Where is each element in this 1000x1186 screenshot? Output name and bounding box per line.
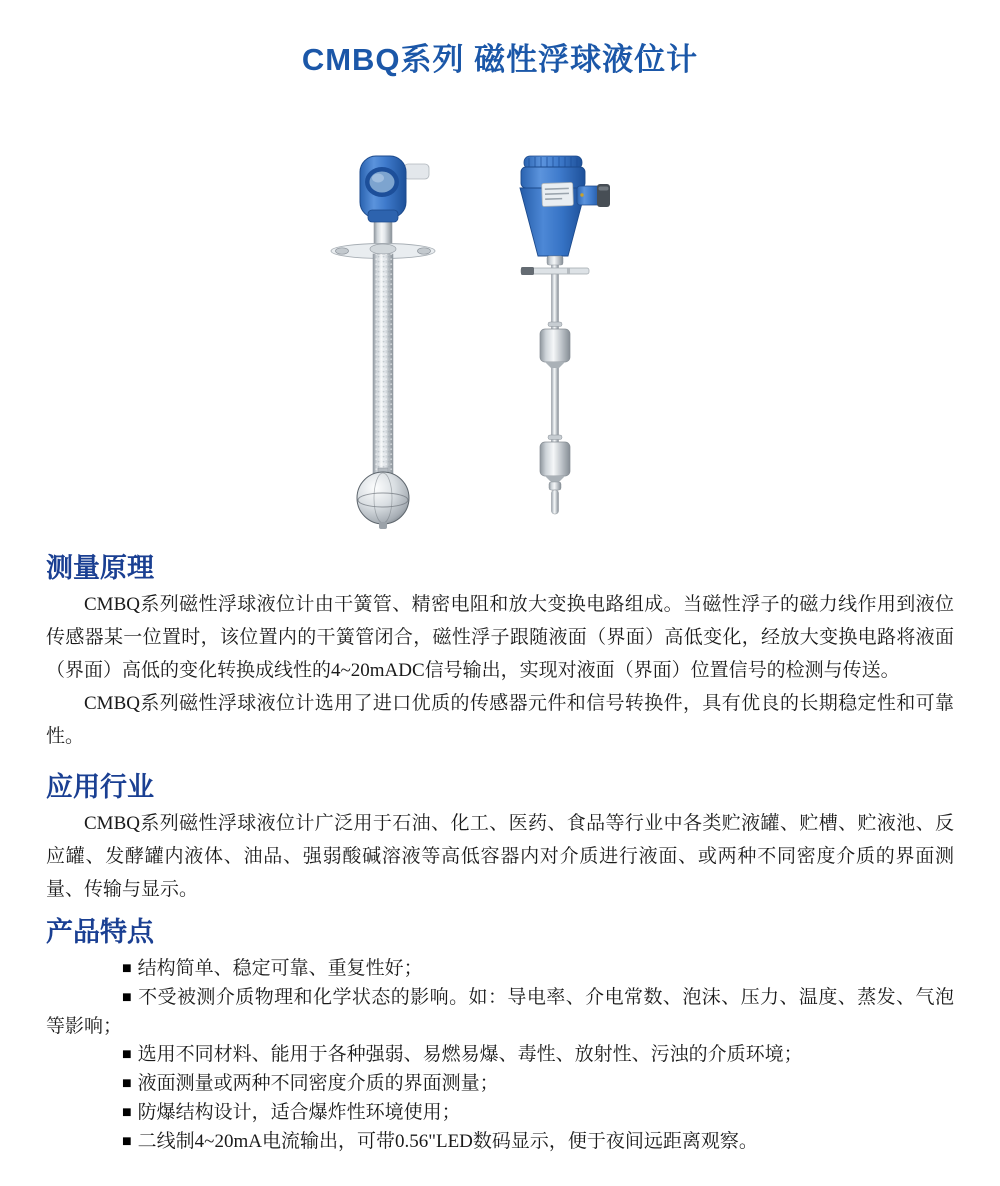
bullet-square-icon: ■ [122, 1104, 132, 1121]
transmitter-head [520, 156, 610, 265]
bullet-square-icon: ■ [122, 1133, 132, 1150]
feature-text: 不受被测介质物理和化学状态的影响。如：导电率、介电常数、泡沫、压力、温度、蒸发、气泡等影响； [46, 987, 954, 1037]
ball-float [357, 468, 409, 529]
lower-float [540, 435, 570, 482]
level-gauge-twin-float-image [507, 150, 617, 520]
feature-text: 防爆结构设计，适合爆炸性环境使用； [137, 1102, 461, 1123]
section-heading-application-industries: 应用行业 [46, 772, 154, 802]
feature-item [46, 984, 954, 1041]
guide-tube [373, 254, 393, 474]
feature-item [46, 1070, 954, 1099]
product-images [330, 142, 1000, 534]
section-measurement-principle [46, 552, 954, 753]
rod-tip [549, 482, 561, 514]
document-body [46, 552, 954, 1157]
feature-item [46, 1041, 954, 1070]
transmitter-head [360, 156, 429, 250]
feature-text: 选用不同材料、能用于各种强弱、易燃易爆、毒性、放射性、污浊的介质环境； [137, 1044, 803, 1065]
bullet-square-icon: ■ [122, 960, 132, 977]
feature-text: 二线制4~20mA电流输出，可带0.56"LED数码显示，便于夜间远距离观察。 [137, 1131, 758, 1152]
feature-item [46, 1099, 954, 1128]
level-gauge-ball-float-image [330, 148, 445, 533]
section-application-industries [46, 771, 954, 906]
bullet-square-icon: ■ [122, 1075, 132, 1092]
bullet-square-icon: ■ [122, 989, 132, 1006]
page-title: CMBQ系列 磁性浮球液位计 [301, 42, 699, 77]
section-product-features [46, 916, 954, 1157]
section-heading-measurement-principle: 测量原理 [46, 553, 154, 583]
upper-float [540, 322, 570, 368]
feature-text: 液面测量或两种不同密度介质的界面测量； [137, 1073, 499, 1094]
feature-text: 结构简单、稳定可靠、重复性好； [137, 958, 423, 979]
applications-paragraph: CMBQ系列磁性浮球液位计广泛用于石油、化工、医药、食品等行业中各类贮液罐、贮槽、贮液池、反应罐、发酵罐内液体、油品、强弱酸碱溶液等高低容器内对介质进行液面、或两种不同密度介质的界面测量、传输与显示。 [46, 813, 954, 900]
section-heading-product-features: 产品特点 [46, 917, 154, 947]
feature-item [46, 955, 954, 984]
label-plate [542, 182, 574, 206]
cable-entry [577, 184, 610, 207]
principle-paragraph-1: CMBQ系列磁性浮球液位计由干簧管、精密电阻和放大变换电路组成。当磁性浮子的磁力线作用到液位传感器某一位置时，该位置内的干簧管闭合，磁性浮子跟随液面（界面）高低变化，经放大变换电路将液面（界面）高低的变化转换成线性的4~20mADC信号输出，实现对液面（界面）位置信号的检测与传送。 [46, 594, 954, 681]
feature-item [46, 1128, 954, 1157]
principle-paragraph-2: CMBQ系列磁性浮球液位计选用了进口优质的传感器元件和信号转换件，具有优良的长期稳定性和可靠性。 [46, 693, 954, 747]
bullet-square-icon: ■ [122, 1046, 132, 1063]
mounting-bracket [521, 267, 589, 275]
